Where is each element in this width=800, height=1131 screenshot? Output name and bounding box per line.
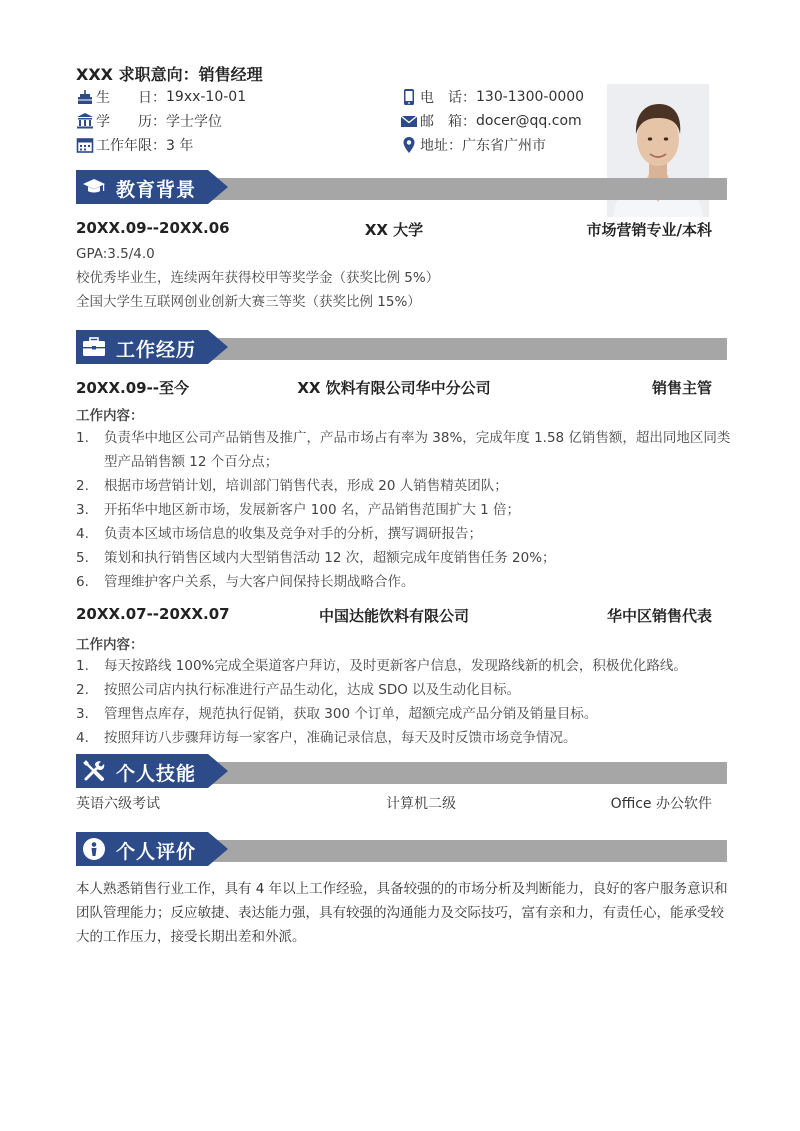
years-row [76, 134, 193, 156]
degree-value: 学士学位 [166, 114, 222, 130]
list-item: 3. 开拓华中地区新市场，发展新客户 100 名，产品销售范围扩大 1 倍； [76, 502, 521, 518]
job-position: 华中区销售代表 [606, 607, 712, 625]
job-content-label: 工作内容： [76, 408, 144, 424]
education-school: XX 大学 [364, 221, 424, 239]
evaluation-text: 本人熟悉销售行业工作，具有 4 年以上工作经验，具备较强的的市场分析及判断能力，良好的客户服务意识和团队管理能力；反应敏捷、表达能力强，具有较强的沟通能力及交际技巧，富有亲和力，有责任心，能承受较大的工作压力，接受长期出差和外派。 [76, 881, 728, 945]
evaluation-header [76, 832, 727, 866]
skills-header-bar [206, 762, 727, 784]
evaluation-heading: 个人评价 [116, 841, 197, 863]
page-title: XXX 求职意向：销售经理 [76, 65, 263, 84]
skill-item: 英语六级考试 [76, 796, 160, 812]
list-item: 1. 每天按路线 100%完成全渠道客户拜访，及时更新客户信息，发现路线新的机会，积极优化路线。 [76, 658, 687, 674]
list-item: 6. 管理维护客户关系，与大客户间保持长期战略合作。 [76, 574, 415, 590]
job-company: 中国达能饮料有限公司 [318, 607, 469, 625]
location-pin-icon [400, 136, 418, 154]
skills-header [76, 754, 727, 788]
education-detail: GPA:3.5/4.0 [76, 246, 155, 262]
work-heading: 工作经历 [116, 339, 197, 361]
job-position: 销售主管 [651, 379, 712, 397]
degree-label: 学 历： [96, 114, 166, 130]
phone-icon [400, 88, 418, 106]
person-circle-icon [82, 837, 106, 861]
list-item: 5. 策划和执行销售区域内大型销售活动 12 次，超额完成年度销售任务 20%； [76, 550, 556, 566]
education-entry [76, 219, 712, 241]
job-duties-list [76, 426, 736, 594]
years-value: 3 年 [166, 138, 194, 154]
briefcase-icon [82, 335, 106, 359]
job-company: XX 饮料有限公司华中分公司 [297, 379, 491, 397]
cake-icon [76, 88, 94, 106]
list-item: 1. 负责华中地区公司产品销售及推广，产品市场占有率为 38%，完成年度 1.58 亿销售额，超出同地区同类型产品销售额 12 个百分点； [76, 430, 731, 470]
address-label: 地址： [420, 138, 462, 154]
skills-row [76, 793, 712, 815]
birth-value: 19xx-10-01 [166, 89, 247, 105]
job-period: 20XX.09--至今 [76, 379, 190, 397]
calendar-icon [76, 136, 94, 154]
mail-icon [400, 112, 418, 130]
school-icon [76, 112, 94, 130]
email-value: docer@qq.com [476, 113, 582, 129]
list-item: 4. 负责本区域市场信息的收集及竞争对手的分析，撰写调研报告； [76, 526, 482, 542]
list-item: 3. 管理售点库存，规范执行促销，获取 300 个订单，超额完成产品分销及销量目标。 [76, 706, 598, 722]
job-period: 20XX.07--20XX.07 [76, 605, 230, 623]
birth-label: 生 日： [96, 90, 166, 106]
years-label: 工作年限： [96, 138, 166, 154]
work-header-bar [206, 338, 727, 360]
list-item: 4. 按照拜访八步骤拜访每一家客户，准确记录信息，每天及时反馈市场竞争情况。 [76, 730, 577, 746]
tools-icon [82, 759, 106, 783]
education-detail: 校优秀毕业生，连续两年获得校甲等奖学金（获奖比例 5%） [76, 270, 440, 286]
job-entry [76, 605, 712, 627]
education-header [76, 170, 727, 204]
email-label: 邮 箱： [420, 114, 476, 130]
graduation-cap-icon [82, 175, 106, 199]
phone-value: 130-1300-0000 [476, 89, 585, 105]
work-header [76, 330, 727, 364]
phone-row [400, 86, 584, 108]
phone-label: 电 话： [420, 90, 476, 106]
job-content-label: 工作内容： [76, 637, 144, 653]
skill-item: 计算机二级 [386, 796, 456, 812]
education-detail: 全国大学生互联网创业创新大赛三等奖（获奖比例 15%） [76, 294, 421, 310]
evaluation-header-bar [206, 840, 727, 862]
job-entry [76, 377, 712, 399]
education-header-bar [206, 178, 727, 200]
address-row [400, 134, 546, 156]
education-heading: 教育背景 [116, 179, 197, 201]
degree-row [76, 110, 222, 132]
list-item: 2. 根据市场营销计划，培训部门销售代表，形成 20 人销售精英团队； [76, 478, 508, 494]
skill-item: Office 办公软件 [610, 796, 712, 812]
list-item: 2. 按照公司店内执行标准进行产品生动化，达成 SDO 以及生动化目标。 [76, 682, 521, 698]
job-duties-list [76, 654, 736, 750]
birth-row [76, 86, 246, 108]
email-row [400, 110, 582, 132]
education-major: 市场营销专业/本科 [586, 221, 712, 239]
skills-heading: 个人技能 [116, 763, 197, 785]
education-period: 20XX.09--20XX.06 [76, 219, 230, 237]
address-value: 广东省广州市 [462, 138, 546, 154]
